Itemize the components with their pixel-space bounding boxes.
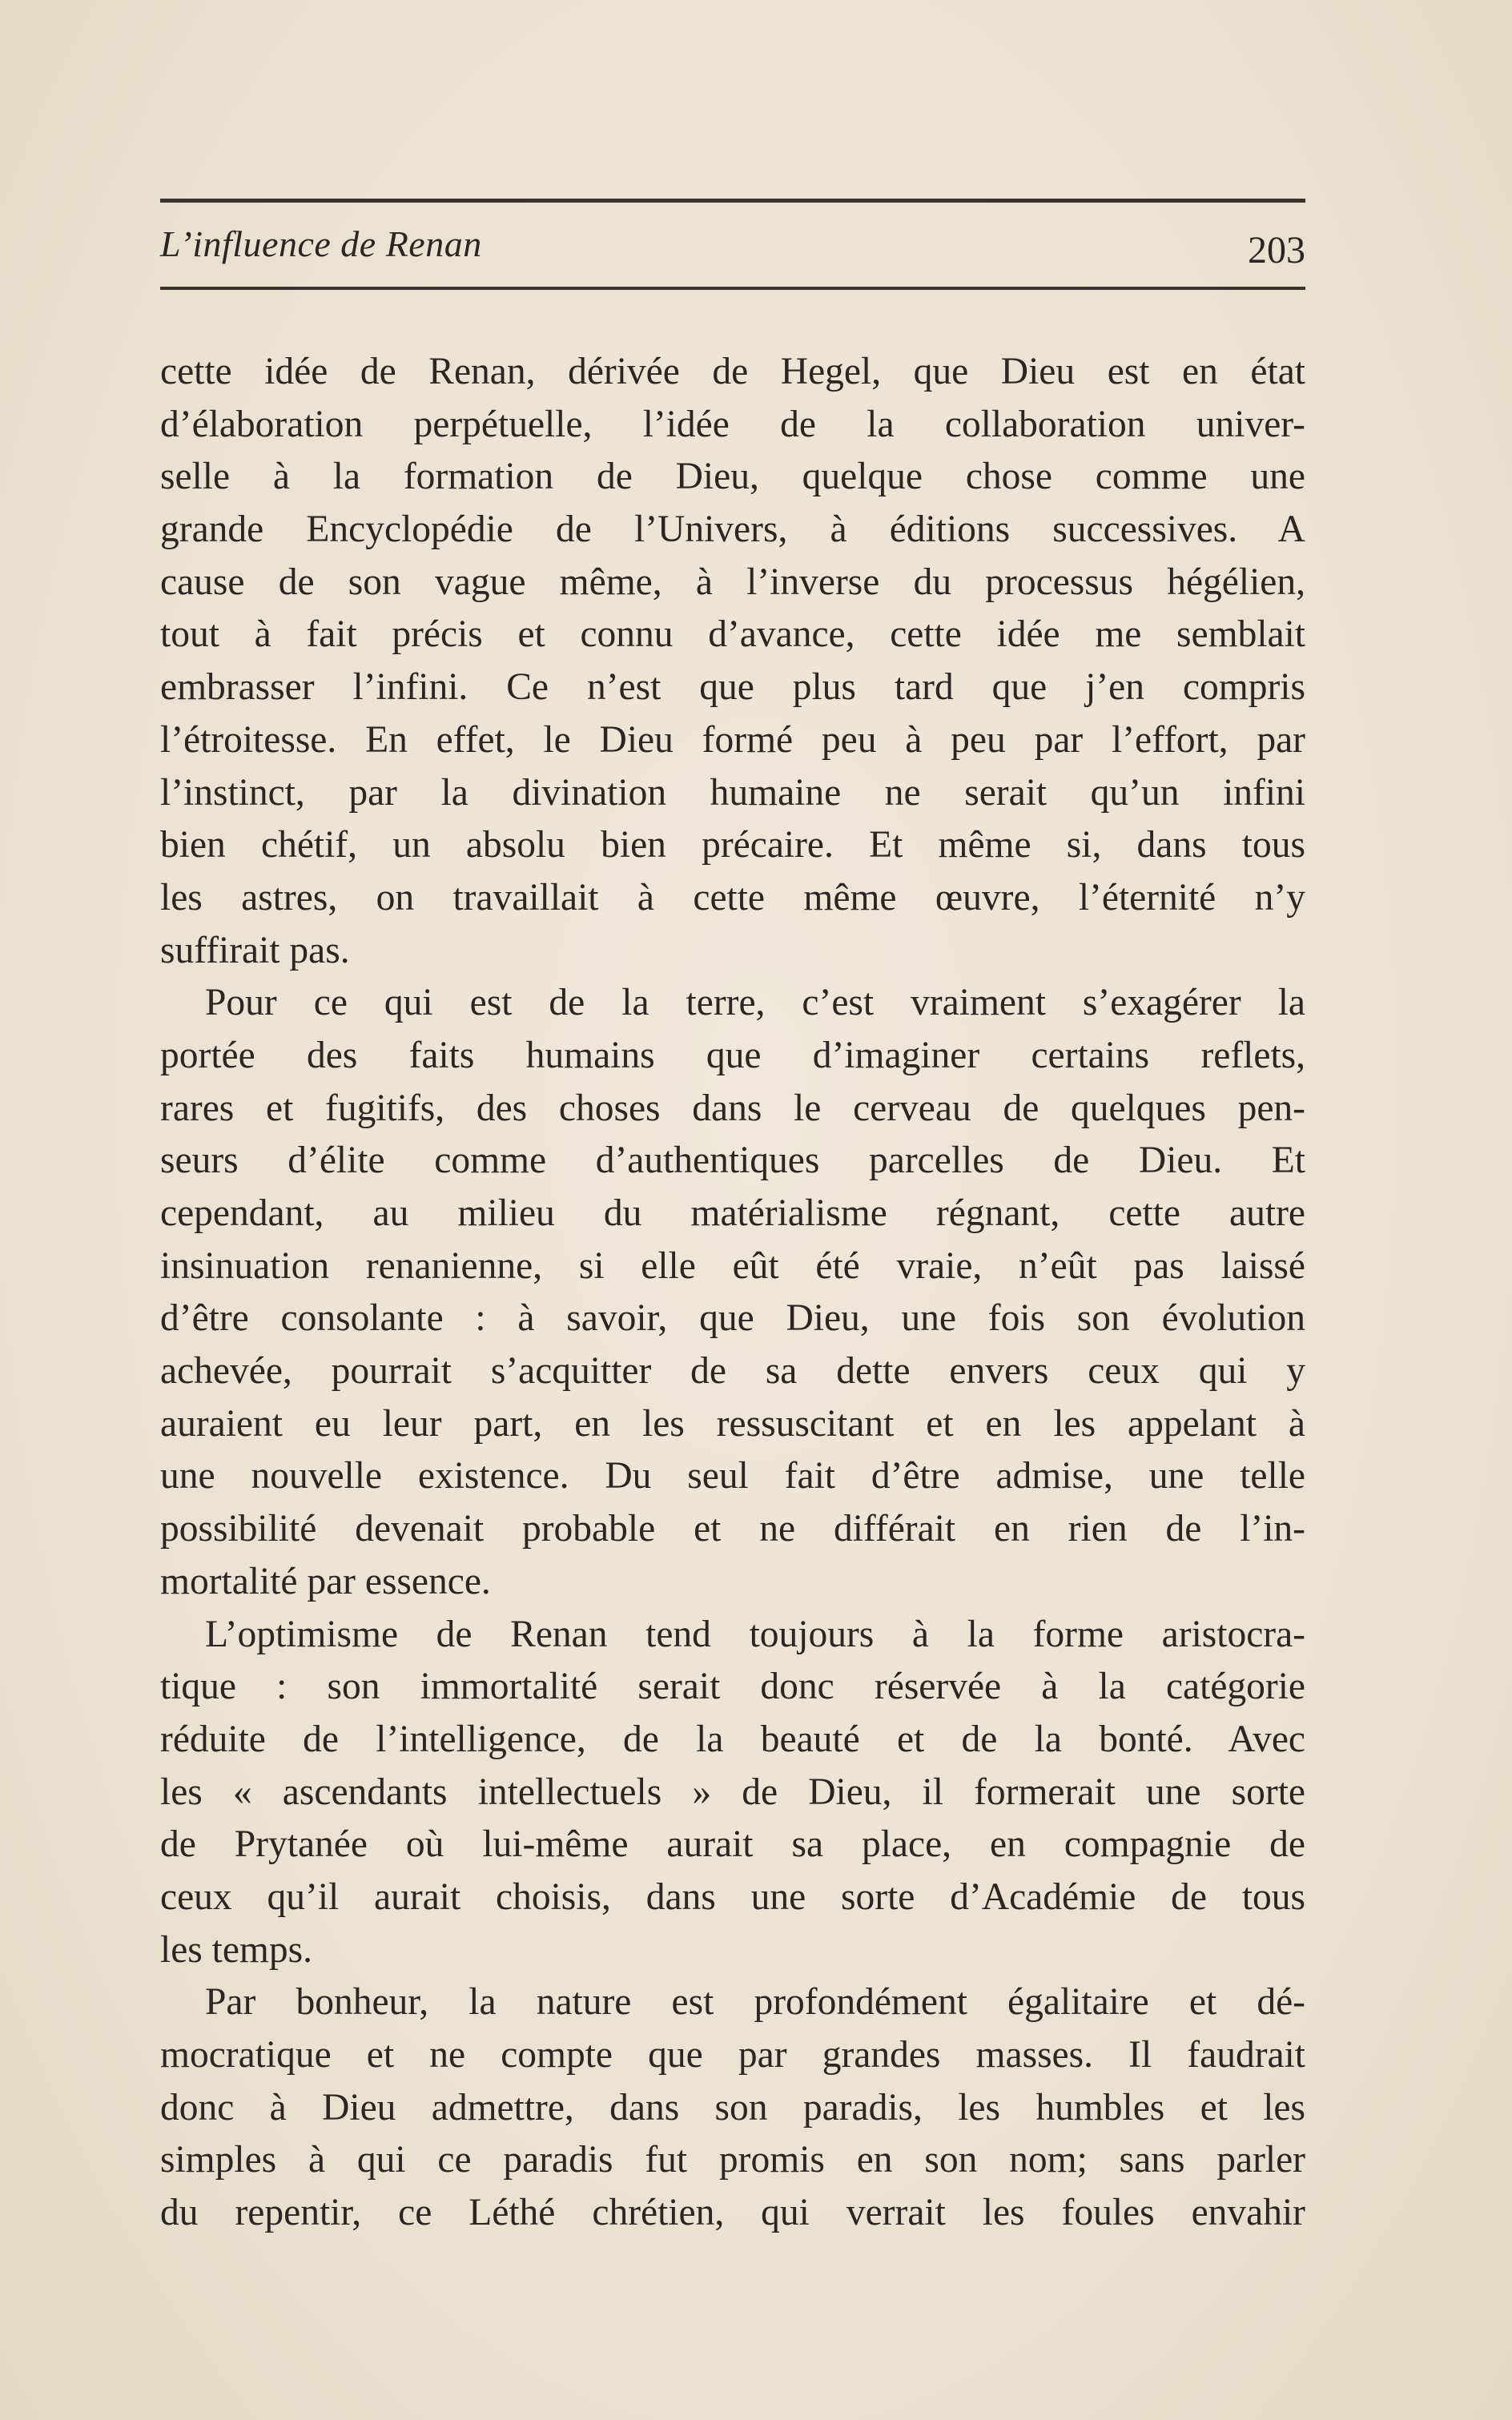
text-line: rares et fugitifs, des choses dans le cerveau de quelques pen-	[160, 1087, 1305, 1129]
text-line: cause de son vague même, à l’inverse du processus hégélien,	[160, 561, 1305, 603]
text-line: insinuation renanienne, si elle eût été vraie, n’eût pas laissé	[160, 1244, 1305, 1287]
text-line: selle à la formation de Dieu, quelque chose comme une	[160, 456, 1305, 498]
text-line: mocratique et ne compte que par grandes masses. Il faudrait	[160, 2034, 1305, 2076]
text-line: L’optimisme de Renan tend toujours à la forme aristocra-	[205, 1613, 1305, 1655]
header-top-rule	[160, 199, 1305, 203]
text-line: auraient eu leur part, en les ressuscitant et en les appelant à	[160, 1402, 1305, 1445]
text-line: embrasser l’infini. Ce n’est que plus tard que j’en compris	[160, 666, 1305, 709]
text-line: grande Encyclopédie de l’Univers, à éditions successives. A	[160, 509, 1305, 551]
text-line: ceux qu’il aurait choisis, dans une sorte d’Académie de tous	[160, 1875, 1305, 1918]
text-line: tique : son immortalité serait donc réservée à la catégorie	[160, 1666, 1305, 1708]
text-line: bien chétif, un absolu bien précaire. Et même si, dans tous	[160, 824, 1305, 866]
text-line: l’étroitesse. En effet, le Dieu formé peu à peu par l’effort, par	[160, 718, 1305, 761]
text-line: une nouvelle existence. Du seul fait d’être admise, une telle	[160, 1455, 1305, 1497]
text-line: mortalité par essence.	[160, 1560, 491, 1602]
running-title: L’influence de Renan	[160, 223, 482, 264]
text-line: les astres, on travaillait à cette même œuvre, l’éternité n’y	[160, 876, 1305, 919]
text-line: d’élaboration perpétuelle, l’idée de la collaboration univer-	[160, 403, 1305, 445]
text-line: tout à fait précis et connu d’avance, cette idée me semblait	[160, 613, 1305, 656]
text-line: de Prytanée où lui-même aurait sa place, en compagnie de	[160, 1823, 1305, 1866]
text-line: donc à Dieu admettre, dans son paradis, les humbles et les	[160, 2086, 1305, 2129]
text-line: achevée, pourrait s’acquitter de sa dette envers ceux qui y	[160, 1350, 1305, 1393]
text-line: Par bonheur, la nature est profondément égalitaire et dé-	[205, 1981, 1305, 2024]
body-text	[160, 346, 1305, 2240]
page-number: 203	[1248, 229, 1305, 271]
text-line: réduite de l’intelligence, de la beauté et de la bonté. Avec	[160, 1718, 1305, 1760]
text-line: possibilité devenait probable et ne différait en rien de l’in-	[160, 1508, 1305, 1550]
running-head	[160, 216, 1305, 272]
text-line: Pour ce qui est de la terre, c’est vraiment s’exagérer la	[205, 982, 1305, 1024]
text-line: simples à qui ce paradis fut promis en son nom; sans parler	[160, 2139, 1305, 2181]
header-bottom-rule	[160, 287, 1305, 290]
text-line: seurs d’élite comme d’authentiques parcelles de Dieu. Et	[160, 1140, 1305, 1182]
text-line: d’être consolante : à savoir, que Dieu, une fois son évolution	[160, 1297, 1305, 1340]
text-line: cette idée de Renan, dérivée de Hegel, que Dieu est en état	[160, 351, 1305, 392]
text-line: l’instinct, par la divination humaine ne serait qu’un infini	[160, 771, 1305, 814]
text-line: les « ascendants intellectuels » de Dieu, il formerait une sorte	[160, 1771, 1305, 1813]
text-line: cependant, au milieu du matérialisme régnant, cette autre	[160, 1192, 1305, 1234]
text-line: les temps.	[160, 1928, 312, 1971]
text-line: suffirait pas.	[160, 929, 350, 971]
text-line: portée des faits humains que d’imaginer certains reflets,	[160, 1034, 1305, 1076]
text-line: du repentir, ce Léthé chrétien, qui verrait les foules envahir	[160, 2192, 1305, 2234]
